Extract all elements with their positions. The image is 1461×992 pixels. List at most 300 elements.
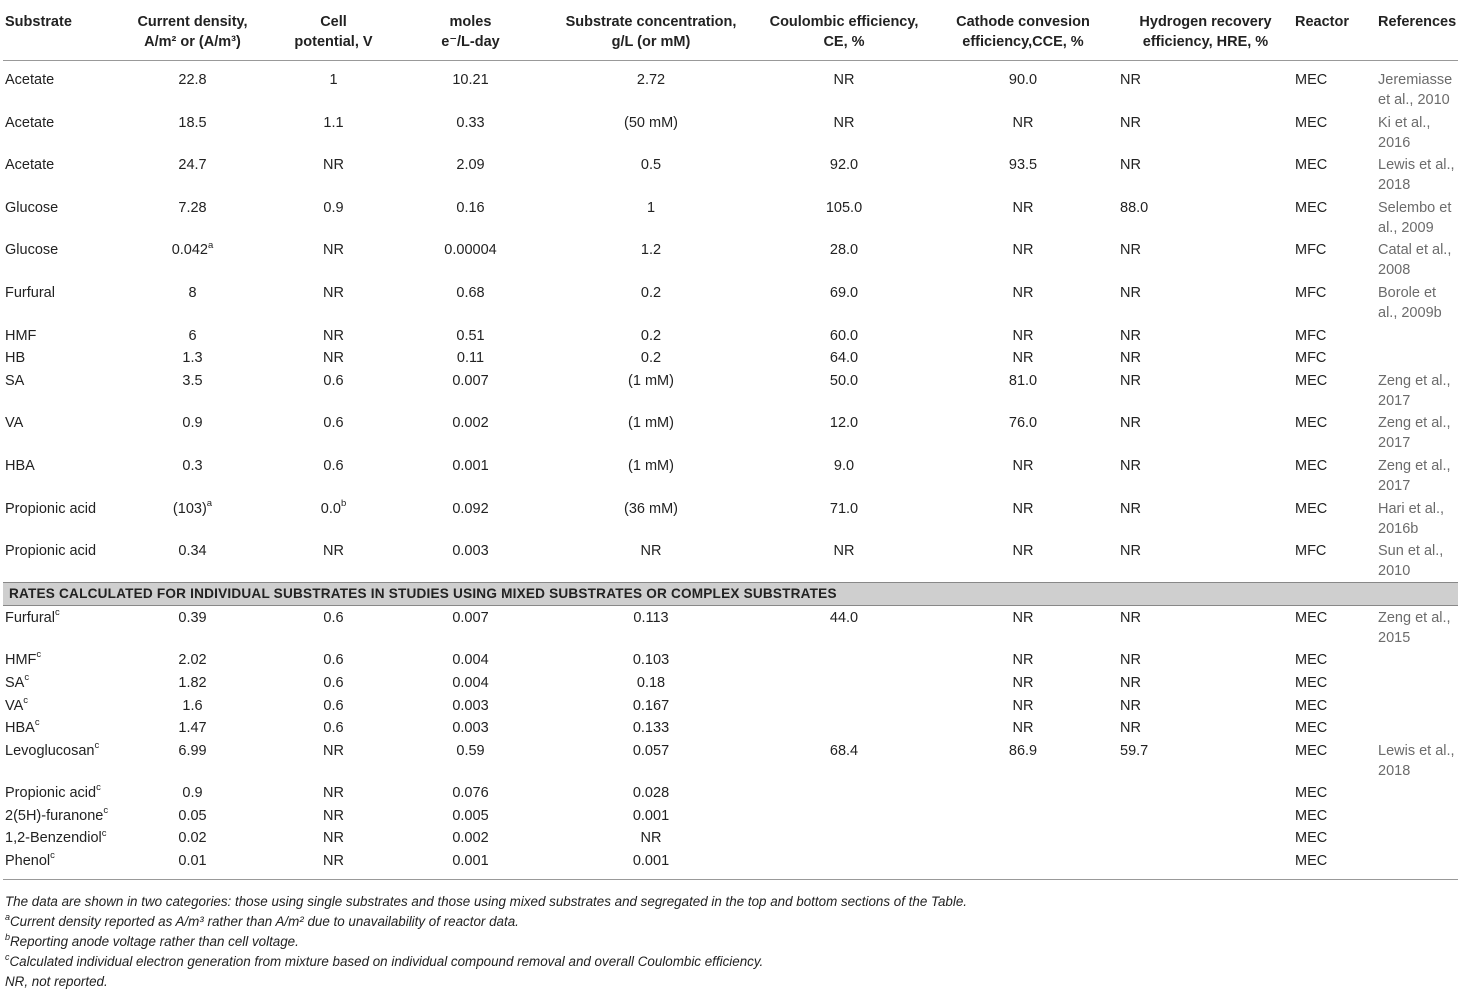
coulombic-efficiency-cell: 92.0 xyxy=(829,157,859,174)
column-header-line: References xyxy=(1378,14,1457,30)
current-density-cell-value: 22.8 xyxy=(178,72,207,88)
substrate-cell xyxy=(3,782,117,805)
concentration-cell: 1.2 xyxy=(640,242,662,259)
concentration-cell: 0.18 xyxy=(636,674,666,691)
substrate-cell xyxy=(3,455,117,498)
reference-cell: Zeng et al., 2017 xyxy=(1378,372,1451,409)
cell-potential-cell xyxy=(268,694,399,717)
substrate-cell xyxy=(3,497,117,540)
moles-cell: 0.004 xyxy=(452,674,489,691)
reference-cell: Jeremiasse et al., 2010 xyxy=(1378,72,1453,108)
cathode-conversion-cell: 86.9 xyxy=(1008,742,1038,759)
hydrogen-recovery-cell xyxy=(1118,805,1293,828)
table-row xyxy=(3,850,1458,880)
hydrogen-recovery-cell xyxy=(1118,782,1293,805)
footnote-marker: b xyxy=(5,931,11,942)
cell-potential-cell xyxy=(268,606,399,649)
current-density-cell-value: 0.02 xyxy=(178,830,207,847)
reference-cell xyxy=(1376,324,1458,347)
coulombic-efficiency-cell xyxy=(760,850,928,880)
cell-potential-cell xyxy=(268,672,399,695)
cell-potential-cell xyxy=(268,412,399,455)
substrate-cell xyxy=(3,111,117,154)
current-density-cell xyxy=(117,239,268,282)
substrate-cell-value: Glucose xyxy=(5,199,59,216)
cell-potential-cell xyxy=(268,154,399,197)
substrate-cell-value: SA xyxy=(5,372,25,389)
moles-cell: 0.005 xyxy=(452,807,489,824)
substrate-cell-value: Levoglucosan xyxy=(5,742,95,759)
coulombic-efficiency-cell: 105.0 xyxy=(825,199,863,216)
hydrogen-recovery-cell: NR xyxy=(1120,350,1141,367)
reference-cell: Selembo et al., 2009 xyxy=(1378,199,1452,236)
cathode-conversion-cell: NR xyxy=(1012,543,1034,560)
hydrogen-recovery-cell: NR xyxy=(1120,72,1141,88)
table-footnotes xyxy=(3,892,1458,992)
cathode-conversion-cell: NR xyxy=(1012,674,1034,691)
reactor-cell: MEC xyxy=(1295,457,1328,474)
substrate-cell xyxy=(3,672,117,695)
cell-potential-cell-value: 0.6 xyxy=(323,457,344,474)
moles-cell: 0.00004 xyxy=(444,242,497,259)
current-density-cell xyxy=(117,827,268,850)
footnote-marker: c xyxy=(96,782,101,794)
column-header-line: Substrate xyxy=(5,14,72,30)
substrate-cell xyxy=(3,412,117,455)
cell-potential-cell-value: 0.6 xyxy=(323,652,344,669)
reactor-cell: MFC xyxy=(1295,242,1327,259)
cell-potential-cell-value: 0.6 xyxy=(323,674,344,691)
reactor-cell: MEC xyxy=(1295,415,1328,432)
cathode-conversion-cell: NR xyxy=(1012,457,1034,474)
current-density-cell xyxy=(117,324,268,347)
current-density-cell-value: 0.3 xyxy=(182,457,203,474)
header-row xyxy=(3,0,1458,61)
cathode-conversion-cell: 81.0 xyxy=(1008,372,1038,389)
substrate-cell xyxy=(3,196,117,239)
cell-potential-cell-value: 0.6 xyxy=(323,609,344,626)
concentration-cell: 0.001 xyxy=(632,807,670,824)
cell-potential-cell-value: 0.9 xyxy=(323,199,344,216)
current-density-cell xyxy=(117,805,268,828)
reference-cell xyxy=(1376,827,1458,850)
hydrogen-recovery-cell: NR xyxy=(1120,157,1141,174)
substrate-cell xyxy=(3,694,117,717)
column-header-line: g/L (or mM) xyxy=(611,34,691,50)
reference-cell xyxy=(1376,782,1458,805)
column-header-line: A/m² or (A/m³) xyxy=(144,34,241,50)
substrate-cell-value: 2(5H)-furanone xyxy=(5,807,104,824)
moles-cell: 0.076 xyxy=(452,785,489,802)
table-row xyxy=(3,347,1458,370)
current-density-cell-value: 0.9 xyxy=(182,785,203,802)
cell-potential-cell-value: NR xyxy=(323,853,344,870)
cathode-conversion-cell: NR xyxy=(1012,500,1034,517)
footnote-marker: c xyxy=(34,717,40,729)
current-density-cell-value: 0.05 xyxy=(178,807,207,824)
concentration-cell: 0.103 xyxy=(632,652,670,669)
column-header xyxy=(1118,0,1293,61)
cell-potential-cell xyxy=(268,282,399,325)
hydrogen-recovery-cell: NR xyxy=(1120,500,1141,517)
column-header xyxy=(1293,0,1376,61)
table-row xyxy=(3,717,1458,740)
substrate-cell-value: Furfural xyxy=(5,284,55,301)
coulombic-efficiency-cell xyxy=(760,649,928,672)
reference-cell xyxy=(1376,850,1458,880)
cathode-conversion-cell xyxy=(928,850,1118,880)
footnote-marker: c xyxy=(101,827,107,839)
reference-cell: Lewis et al., 2018 xyxy=(1378,157,1455,194)
cell-potential-cell-value: 1 xyxy=(329,72,338,88)
concentration-cell: 2.72 xyxy=(636,72,666,88)
moles-cell: 0.003 xyxy=(452,720,489,737)
hydrogen-recovery-cell: NR xyxy=(1120,114,1141,131)
hydrogen-recovery-cell xyxy=(1118,850,1293,880)
substrate-cell xyxy=(3,61,117,112)
cell-potential-cell-value: NR xyxy=(323,830,344,847)
moles-cell: 0.11 xyxy=(456,350,485,367)
concentration-cell: 0.133 xyxy=(632,720,670,737)
substrate-cell xyxy=(3,739,117,782)
hydrogen-recovery-cell: NR xyxy=(1120,674,1141,691)
reactor-cell: MEC xyxy=(1295,830,1328,847)
cell-potential-cell xyxy=(268,239,399,282)
cathode-conversion-cell: NR xyxy=(1012,327,1034,344)
reactor-cell: MEC xyxy=(1295,114,1328,131)
current-density-cell-value: 1.6 xyxy=(182,697,203,714)
cell-potential-cell-value: NR xyxy=(323,327,344,344)
reactor-cell: MFC xyxy=(1295,543,1327,560)
footnote xyxy=(5,972,1458,992)
coulombic-efficiency-cell: NR xyxy=(833,543,855,560)
substrate-cell-value: Furfural xyxy=(5,609,55,626)
cathode-conversion-cell: 93.5 xyxy=(1008,157,1038,174)
column-header-line: Coulombic efficiency, xyxy=(769,14,919,30)
substrate-cell-value: Phenol xyxy=(5,853,51,870)
column-header xyxy=(760,0,928,61)
current-density-cell xyxy=(117,606,268,649)
cell-potential-cell xyxy=(268,455,399,498)
reactor-cell: MEC xyxy=(1295,742,1328,759)
current-density-cell-value: 0.9 xyxy=(182,415,203,432)
hydrogen-recovery-cell: NR xyxy=(1120,327,1141,344)
column-header xyxy=(928,0,1118,61)
substrate-cell-value: VA xyxy=(5,415,24,432)
moles-cell: 0.001 xyxy=(399,850,542,880)
footnote-marker: c xyxy=(23,694,29,706)
current-density-cell xyxy=(117,196,268,239)
reactor-cell: MEC xyxy=(1295,157,1328,174)
moles-cell: 0.004 xyxy=(452,652,489,669)
concentration-cell: 0.167 xyxy=(632,697,670,714)
coulombic-efficiency-cell: 9.0 xyxy=(833,457,855,474)
footnote-text: Calculated individual electron generation from mixture based on individual compound removal and overall Coulombic efficiency. xyxy=(9,954,764,970)
substrate-cell xyxy=(3,369,117,412)
cathode-conversion-cell xyxy=(928,827,1118,850)
cell-potential-cell-value: 0.6 xyxy=(323,697,344,714)
column-header-line: efficiency,CCE, % xyxy=(962,34,1084,50)
table-row xyxy=(3,412,1458,455)
reference-cell: Sun et al., 2010 xyxy=(1378,543,1444,580)
moles-cell: 2.09 xyxy=(456,157,485,174)
cell-potential-cell-value: NR xyxy=(323,157,344,174)
footnote-marker: c xyxy=(5,951,10,962)
footnote-marker: c xyxy=(103,805,109,817)
current-density-cell-value: 1.82 xyxy=(178,674,207,691)
cathode-conversion-cell: NR xyxy=(1012,284,1034,301)
reactor-cell: MFC xyxy=(1295,284,1327,301)
cell-potential-cell-value: NR xyxy=(323,284,344,301)
reference-cell: Ki et al., 2016 xyxy=(1378,114,1431,151)
coulombic-efficiency-cell: 50.0 xyxy=(829,372,859,389)
cell-potential-cell xyxy=(268,61,399,112)
reactor-cell: MEC xyxy=(1295,674,1328,691)
concentration-cell: 0.113 xyxy=(633,609,669,626)
reference-cell xyxy=(1376,347,1458,370)
cathode-conversion-cell: 76.0 xyxy=(1008,415,1038,432)
current-density-cell-value: (103) xyxy=(172,500,207,517)
cell-potential-cell xyxy=(268,347,399,370)
reference-cell: Lewis et al., 2018 xyxy=(1378,742,1455,779)
current-density-cell-value: 6 xyxy=(188,327,197,344)
hydrogen-recovery-cell xyxy=(1118,827,1293,850)
current-density-cell-value: 1.3 xyxy=(182,350,203,367)
coulombic-efficiency-cell: NR xyxy=(833,114,855,131)
cathode-conversion-cell: NR xyxy=(1012,720,1034,737)
footnote xyxy=(5,892,1458,912)
table-row xyxy=(3,154,1458,197)
table-row xyxy=(3,672,1458,695)
current-density-cell-value: 24.7 xyxy=(178,157,207,174)
reference-cell xyxy=(1376,694,1458,717)
column-header-line: Cathode convesion xyxy=(956,14,1090,30)
table-row xyxy=(3,782,1458,805)
footnote xyxy=(5,912,1458,932)
cathode-conversion-cell xyxy=(928,805,1118,828)
reactor-cell: MEC xyxy=(1295,500,1328,517)
reference-cell: Zeng et al., 2017 xyxy=(1378,457,1451,494)
substrate-cell xyxy=(3,827,117,850)
substrate-cell xyxy=(3,324,117,347)
hydrogen-recovery-cell: NR xyxy=(1120,415,1141,432)
table-row xyxy=(3,540,1458,583)
current-density-cell-value: 0.34 xyxy=(178,543,207,560)
concentration-cell: 0.2 xyxy=(640,327,662,344)
substrate-cell xyxy=(3,154,117,197)
substrate-cell-value: Acetate xyxy=(5,157,55,174)
column-header-line: CE, % xyxy=(823,34,865,50)
column-header xyxy=(1376,0,1458,61)
cell-potential-cell-value: NR xyxy=(323,543,344,560)
coulombic-efficiency-cell: 64.0 xyxy=(829,350,859,367)
hydrogen-recovery-cell: 88.0 xyxy=(1120,199,1149,216)
table-row xyxy=(3,455,1458,498)
cell-potential-cell xyxy=(268,497,399,540)
table-body xyxy=(3,61,1458,880)
current-density-cell xyxy=(117,455,268,498)
column-header xyxy=(542,0,760,61)
table-row xyxy=(3,694,1458,717)
column-header-line: Reactor xyxy=(1295,14,1349,30)
cell-potential-cell xyxy=(268,196,399,239)
table-row xyxy=(3,739,1458,782)
footnote-marker: a xyxy=(5,911,11,922)
column-header-line: Cell xyxy=(320,14,347,30)
moles-cell: 0.68 xyxy=(456,284,485,301)
hydrogen-recovery-cell: NR xyxy=(1120,609,1141,626)
cathode-conversion-cell: NR xyxy=(1012,199,1034,216)
coulombic-efficiency-cell xyxy=(760,805,928,828)
section-header-row xyxy=(3,583,1458,606)
cathode-conversion-cell xyxy=(928,782,1118,805)
current-density-cell-value: 18.5 xyxy=(178,114,207,131)
current-density-cell xyxy=(117,369,268,412)
concentration-cell: (36 mM) xyxy=(624,500,678,517)
cathode-conversion-cell: NR xyxy=(1012,114,1034,131)
moles-cell: 0.092 xyxy=(452,500,489,517)
section-header: RATES CALCULATED FOR INDIVIDUAL SUBSTRATES IN STUDIES USING MIXED SUBSTRATES OR COMPLEX SUBSTRATES xyxy=(3,583,1458,606)
hydrogen-recovery-cell: NR xyxy=(1120,242,1141,259)
footnote-marker: a xyxy=(206,497,213,509)
reference-cell: Catal et al., 2008 xyxy=(1378,242,1452,279)
cell-potential-cell-value: 0.6 xyxy=(323,415,344,432)
reactor-cell: MEC xyxy=(1295,199,1328,216)
current-density-cell xyxy=(117,850,268,880)
footnote-marker: c xyxy=(94,739,100,751)
current-density-cell xyxy=(117,412,268,455)
substrate-cell xyxy=(3,239,117,282)
cell-potential-cell-value: 0.6 xyxy=(323,372,344,389)
current-density-cell xyxy=(117,347,268,370)
concentration-cell: 0.028 xyxy=(632,785,670,802)
coulombic-efficiency-cell: 28.0 xyxy=(829,242,859,259)
concentration-cell: 0.001 xyxy=(542,850,760,880)
coulombic-efficiency-cell xyxy=(760,827,928,850)
substrate-cell-value: HMF xyxy=(5,652,37,669)
table-row xyxy=(3,111,1458,154)
current-density-cell xyxy=(117,282,268,325)
cell-potential-cell xyxy=(268,827,399,850)
substrate-cell-value: Propionic acid xyxy=(5,543,97,560)
substrate-cell-value: Acetate xyxy=(5,72,55,88)
footnote-text: Current density reported as A/m³ rather than A/m² due to unavailability of reactor data. xyxy=(10,914,519,930)
column-header-line: efficiency, HRE, % xyxy=(1142,34,1269,50)
cell-potential-cell xyxy=(268,805,399,828)
substrate-cell xyxy=(3,282,117,325)
hydrogen-recovery-cell: NR xyxy=(1120,543,1141,560)
table-row xyxy=(3,282,1458,325)
hydrogen-recovery-cell: NR xyxy=(1120,720,1141,737)
cell-potential-cell-value: 0.6 xyxy=(323,720,344,737)
coulombic-efficiency-cell: NR xyxy=(833,72,855,88)
cell-potential-cell xyxy=(268,111,399,154)
substrate-cell-value: HB xyxy=(5,350,26,367)
cell-potential-cell xyxy=(268,782,399,805)
cathode-conversion-cell: 90.0 xyxy=(1008,72,1038,88)
table-row xyxy=(3,61,1458,112)
cell-potential-cell xyxy=(268,850,399,880)
concentration-cell: NR xyxy=(640,543,662,560)
reference-cell: Hari et al., 2016b xyxy=(1378,500,1445,537)
cell-potential-cell xyxy=(268,717,399,740)
reactor-cell: MEC xyxy=(1295,652,1328,669)
current-density-cell-value: 3.5 xyxy=(182,372,203,389)
moles-cell: 0.16 xyxy=(456,199,485,216)
current-density-cell xyxy=(117,540,268,583)
current-density-cell-value: 0.01 xyxy=(178,853,207,870)
table-row xyxy=(3,497,1458,540)
reactor-cell: MEC xyxy=(1295,372,1328,389)
column-header xyxy=(268,0,399,61)
current-density-cell-value: 0.042 xyxy=(171,242,208,259)
column-header xyxy=(117,0,268,61)
substrate-cell-value: Propionic acid xyxy=(5,785,97,802)
concentration-cell: 0.057 xyxy=(632,742,670,759)
table-row xyxy=(3,649,1458,672)
column-header-line: e⁻/L-day xyxy=(441,34,500,50)
footnote-marker: c xyxy=(36,649,42,661)
cathode-conversion-cell: NR xyxy=(1012,609,1034,626)
footnote-marker: b xyxy=(340,497,347,509)
current-density-cell xyxy=(117,154,268,197)
coulombic-efficiency-cell xyxy=(760,694,928,717)
reference-cell xyxy=(1376,649,1458,672)
current-density-cell xyxy=(117,497,268,540)
hydrogen-recovery-cell: NR xyxy=(1120,457,1141,474)
reactor-cell: MEC xyxy=(1295,72,1328,88)
coulombic-efficiency-cell xyxy=(760,672,928,695)
concentration-cell: 0.2 xyxy=(640,284,662,301)
cell-potential-cell-value: 0.0 xyxy=(320,500,341,517)
current-density-cell-value: 6.99 xyxy=(178,742,207,759)
reference-cell xyxy=(1376,672,1458,695)
hydrogen-recovery-cell: NR xyxy=(1120,697,1141,714)
moles-cell: 0.002 xyxy=(452,415,489,432)
substrate-cell xyxy=(3,649,117,672)
coulombic-efficiency-cell xyxy=(760,717,928,740)
substrate-cell-value: SA xyxy=(5,674,25,691)
moles-cell: 0.51 xyxy=(456,327,485,344)
reference-cell: Zeng et al., 2017 xyxy=(1378,415,1451,452)
current-density-cell-value: 0.39 xyxy=(178,609,207,626)
substrate-cell xyxy=(3,540,117,583)
cathode-conversion-cell: NR xyxy=(1012,652,1034,669)
concentration-cell: 0.5 xyxy=(640,157,662,174)
cell-potential-cell-value: NR xyxy=(323,785,344,802)
hydrogen-recovery-cell: 59.7 xyxy=(1120,742,1149,759)
moles-cell: 0.003 xyxy=(452,697,489,714)
substrate-cell xyxy=(3,805,117,828)
column-header xyxy=(3,0,117,61)
table-row xyxy=(3,369,1458,412)
substrate-cell xyxy=(3,606,117,649)
hydrogen-recovery-cell: NR xyxy=(1120,284,1141,301)
current-density-cell xyxy=(117,672,268,695)
cell-potential-cell-value: NR xyxy=(323,742,344,759)
coulombic-efficiency-cell: 60.0 xyxy=(829,327,859,344)
table-header xyxy=(3,0,1458,61)
column-header-line: Current density, xyxy=(137,14,248,30)
footnote-text: Reporting anode voltage rather than cell voltage. xyxy=(10,934,299,950)
column-header-line: Substrate concentration, xyxy=(565,14,737,30)
table-row xyxy=(3,606,1458,649)
reactor-cell: MEC xyxy=(1295,785,1328,802)
cell-potential-cell xyxy=(268,324,399,347)
substrate-cell xyxy=(3,347,117,370)
hydrogen-recovery-cell: NR xyxy=(1120,372,1141,389)
concentration-cell: 0.2 xyxy=(640,350,662,367)
